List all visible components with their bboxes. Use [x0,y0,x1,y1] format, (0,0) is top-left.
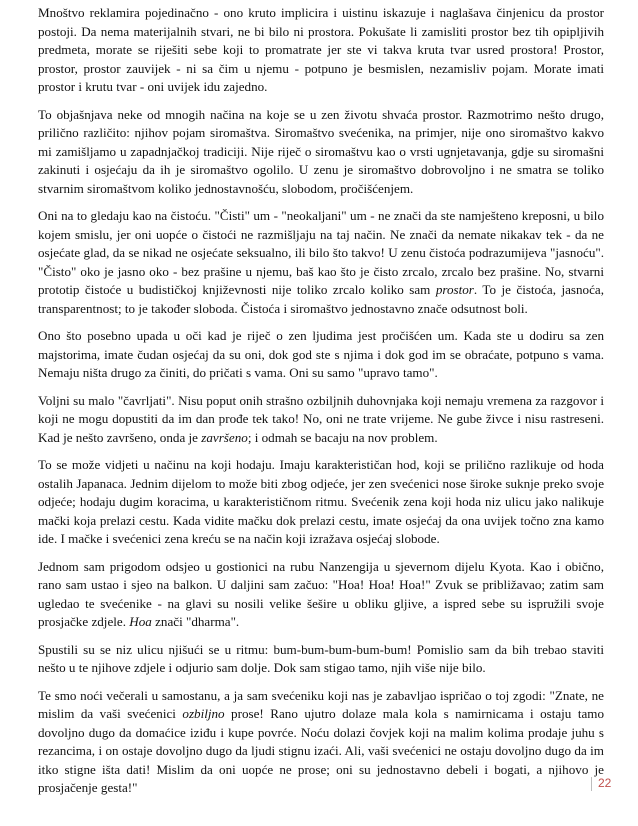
emphasis: završeno [201,429,248,445]
paragraph: Voljni su malo "čavrljati". Nisu poput onih strašno ozbiljnih duhovnjaka koji nemaju vremena za razgovor i koji ne mogu dopustiti da im dan prođe tek tako! No, oni ne trate vrijeme. Ne gube živce i nisu rastreseni. Kad je nešto završeno, onda je završeno; i odmah se bacaju na nov problem. [38,392,604,445]
paragraph: Spustili su se niz ulicu njišući se u ritmu: bum-bum-bum-bum-bum! Pomislio sam da bih trebao staviti nešto u te njihove zdjele i odjurio sam dolje. Dok sam stigao tamo, njih više nije bilo. [38,641,604,675]
paragraph: Oni na to gledaju kao na čistoću. "Čisti" um - "neokaljani" um - ne znači da ste namješteno kreposni, u bilo kojem smislu, jer oni uopće o čistoći ne razmišljaju na taj način. Ne znači da nemate nikakav tek - da ne osjećate glad, da se nikad ne osjećate seksualno, ili bilo što takvo! U zenu čistoća podrazumijeva "jasnoću". "Čisto" oko je jasno oko - bez prašine u njemu, baš kao što je čisto zrcalo, zrcalo bez prašine. No, stvarni prototip čistoće u budističkoj književnosti nije toliko zrcalo koliko sam prostor. To je čistoća, jasnoća, transparentnost; to je također sloboda. Čistoća i siromaštvo jednostavno znače odsutnost boli. [38,208,604,316]
page-number: 22 [598,776,612,790]
page-number-divider [591,777,592,791]
paragraph: Mnoštvo reklamira pojedinačno - ono kruto implicira i uistinu iskazuje i naglašava činjenicu da prostor postoji. Da nema materijalnih stvari, ne bi bilo ni prostora. Pokušate li zamisliti prostor bez tih opipljivih predmeta, morate se riješiti sebe koji to promatrate jer ste vi takva kruta tvar usred prostora! Prostor, prostor, prostor zauvijek - ni sa čim u njemu - potpuno je besmislen, nezamisliv pojam. Morate imati prostor i krutu tvar - oni uvijek idu zajedno. [38,5,604,94]
paragraph: Jednom sam prigodom odsjeo u gostionici na rubu Nanzengija u sjevernom dijelu Kyota. Kao i obično, rano sam ustao i sjeo na balkon. U daljini sam začuo: "Hoa! Hoa! Hoa!" Zvuk se približavao; zatim sam ugledao te svećenike - na glavi su nosili velike šešire u obliku gljive, a ispred sebe su ispružili svoje prosjačke zdjele. Hoa znači "dharma". [38,558,604,629]
emphasis: prostor [435,282,474,297]
paragraph: To objašnjava neke od mnogih načina na koje se u zen životu shvaća prostor. Razmotrimo nešto drugo, prilično različito: njihov pojam siromaštva. Siromaštvo svećenika, na primjer, nije ono siromaštvo kakvo mi zamišljamo u zapadnjačkoj tradiciji. Nije riječ o siromaštvu kao o vrsti ugnjetavanja, gdje su siromašni zakinuti i osjećaju da ih je siromaštvo ogolilo. U zenu je siromaštvo dobrovoljno i ne smatra se toliko stvarnim siromaštvom koliko jednostavnošću, slobodom, pročišćenjem. [38,106,604,196]
paragraph: Ono što posebno upada u oči kad je riječ o zen ljudima jest pročišćen um. Kada ste u dodiru sa zen majstorima, imate čudan osjećaj da su oni, dok god ste s njima i dok god im se obraćate, potpuno s vama. Nemaju ništa drugo za činiti, do pričati s vama. Oni su samo "upravo tamo". [38,328,604,380]
paragraph: Te smo noći večerali u samostanu, a ja sam svećeniku koji nas je zabavljao ispričao o toj zgodi: "Znate, ne mislim da vaši svećenici ozbiljno prose! Rano ujutro dolaze mala kola s namirnicama i ostaju tamo dovoljno dugo da domaćice iziđu i kupe povrće. Noću dolazi čovjek koji na malim kolima prodaje juhu s rezancima, i on ostaje dovoljno dugo da ljudi stignu izaći. Ali, vaši svećenici ne ostaju dovoljno dugo da im itko stigne išta dati! Mislim da oni uopće ne prose; oni su jednostavno debeli i bogati, a njihovo je prosjačenje gesta!" [38,687,604,795]
paragraph: To se može vidjeti u načinu na koji hodaju. Imaju karakterističan hod, koji se prilično razlikuje od hoda ostalih Japanaca. Jednim dijelom to može biti zbog odjeće, jer zen svećenici nose široke suknje preko svoje odjeće; hodaju dugim koracima, u karakterističnom ritmu. Svećenik zena koji hoda niz ulicu jako nalikuje mački koja prelazi cestu. Kada vidite mačku dok prelazi cestu, imate osjećaj da ona uvijek točno zna kamo ide. I mačke i svećenici zena kreću se na način koji izražava osjećaj slobode. [38,457,604,546]
body-text [38,4,604,807]
emphasis: ozbiljno [182,706,225,721]
emphasis: Hoa [129,614,152,629]
